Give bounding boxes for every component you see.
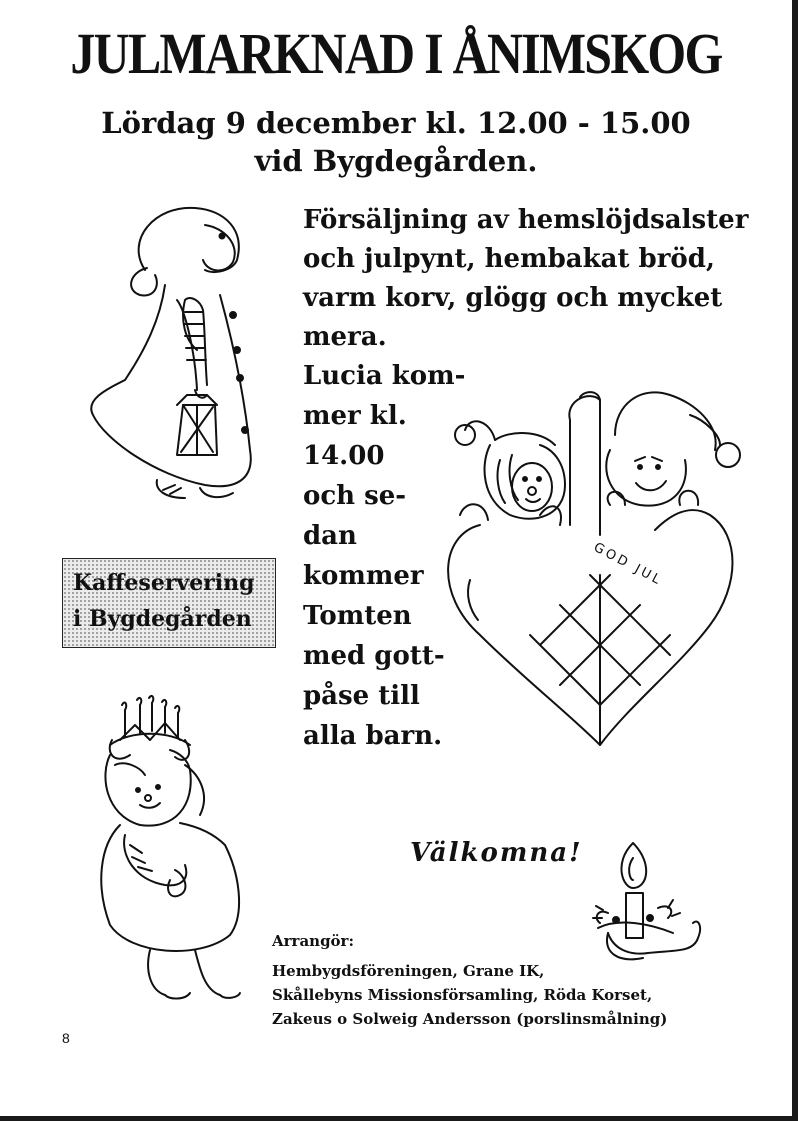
candle-illustration [588,838,713,968]
page-title: JULMARKNAD I ÅNIMSKOG [70,21,722,86]
page-number: 8 [62,1030,70,1046]
organizer-line: Zakeus o Solweig Andersson (porslinsmålning) [272,1010,668,1028]
date-line: Lördag 9 december kl. 12.00 - 15.00 [101,106,691,140]
body-line: påse till [303,681,420,711]
body-line: Lucia kom- [303,361,466,391]
body-line: och se- [303,481,407,511]
body-line: Försäljning av hemslöjdsalster [303,205,749,235]
body-line: 14.00 [303,441,385,471]
body-line: med gott- [303,641,445,671]
body-line: mer kl. [303,401,407,431]
organizer-line: Skållebyns Missionsförsamling, Röda Korset, [272,986,653,1004]
organizers-heading: Arrangör: [272,932,355,950]
venue-line: vid Bygdegården. [254,144,538,178]
tomtar-heart-illustration [440,375,760,755]
god-jul-text: GOD JUL [590,540,666,589]
organizer-line: Hembygdsföreningen, Grane IK, [272,962,545,980]
girl-lantern-illustration [85,200,275,520]
page-edge-bottom [0,1116,798,1121]
body-line: dan [303,521,357,551]
body-line: varm korv, glögg och mycket [303,283,723,313]
body-line: mera. [303,322,387,352]
welcome-text: Välkomna! [410,838,583,868]
page-edge-right [792,0,798,1121]
body-line: alla barn. [303,721,443,751]
coffee-service-box [62,558,276,648]
coffee-line-2: i Bygdegården [73,606,252,632]
body-line: kommer [303,561,424,591]
lucia-illustration [90,695,260,1015]
coffee-line-1: Kaffeservering [73,570,255,596]
body-line: och julpynt, hembakat bröd, [303,244,715,274]
body-line: Tomten [303,601,412,631]
